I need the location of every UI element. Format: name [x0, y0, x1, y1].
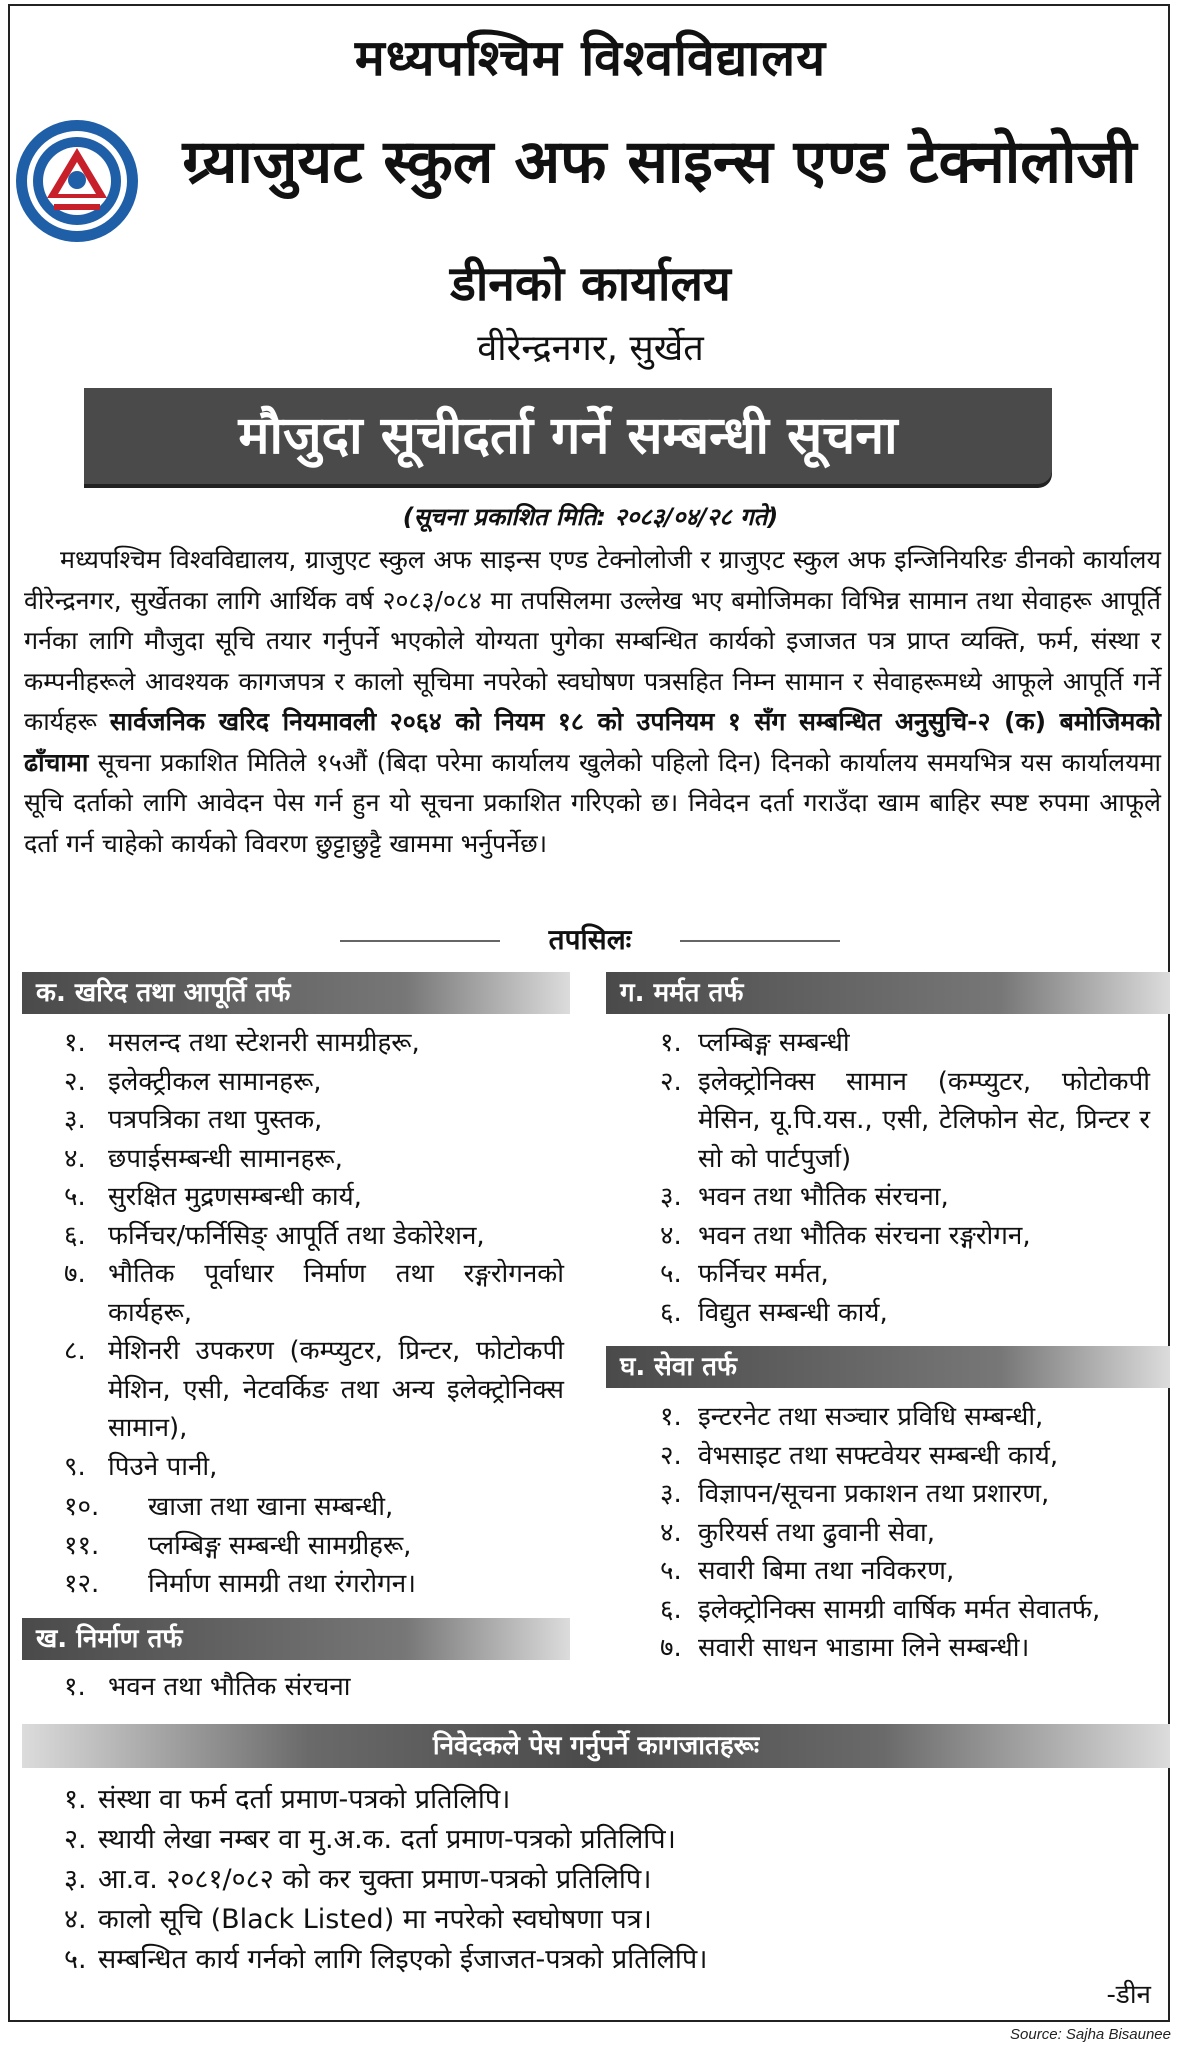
item-text: फर्निचर/फर्निसिङ् आपूर्ति तथा डेकोरेशन, [108, 1220, 485, 1251]
item-number: ५. [64, 1182, 86, 1212]
list-item [660, 1437, 1150, 1476]
item-number: १२. [64, 1569, 100, 1599]
list-item [660, 1024, 1150, 1063]
university-seal-icon [14, 118, 140, 244]
item-text: भवन तथा भौतिक संरचना, [698, 1182, 949, 1212]
list-item [64, 1527, 564, 1566]
item-number: २. [660, 1440, 682, 1471]
item-text: सवारी बिमा तथा नविकरण, [698, 1556, 955, 1586]
item-text: आ.व. २०८१/०८२ को कर चुक्ता प्रमाण-पत्रको प्रतिलिपि। [98, 1864, 652, 1895]
list-item [64, 1780, 1144, 1820]
list-item [64, 1820, 1144, 1860]
section-kha-title: ख. निर्माण तर्फ [22, 1618, 570, 1660]
divider [680, 940, 840, 942]
item-text: छपाईसम्बन्धी सामानहरू, [108, 1143, 343, 1174]
list-item [64, 1217, 564, 1256]
item-text: स्थायी लेखा नम्बर वा मु.अ.क. दर्ता प्रमाण-पत्रको प्रतिलिपि। [98, 1824, 676, 1855]
section-gha-title: घ. सेवा तर्फ [606, 1346, 1170, 1388]
list-item [64, 1063, 564, 1102]
item-number: ५. [64, 1944, 87, 1975]
list-item [64, 1860, 1144, 1900]
item-number: ७. [660, 1633, 682, 1663]
list-item [660, 1255, 1150, 1294]
item-number: १०. [64, 1492, 100, 1522]
university-name: मध्यपश्चिम विश्वविद्यालय [354, 29, 827, 87]
item-number: ४. [64, 1143, 86, 1174]
office-name: डीनको कार्यालय [450, 256, 731, 312]
item-number: २. [660, 1066, 682, 1097]
item-text: प्लम्बिङ्ग सम्बन्धी सामग्रीहरू, [148, 1530, 412, 1561]
item-text: वेभसाइट तथा सफ्टवेयर सम्बन्धी कार्य, [698, 1440, 1059, 1471]
divider [340, 940, 500, 942]
item-number: २. [64, 1824, 87, 1855]
section-kha-list [64, 1668, 564, 1707]
item-number: १. [660, 1402, 682, 1432]
list-item [660, 1514, 1150, 1553]
list-item [660, 1475, 1150, 1514]
item-text: मेशिनरी उपकरण (कम्प्युटर, प्रिन्टर, फोटोकपी मेशिन, एसी, नेटवर्किङ तथा अन्य इलेक्ट्रोनिक्स सामान), [108, 1336, 564, 1443]
list-item [660, 1591, 1150, 1630]
list-item [660, 1063, 1150, 1179]
item-text: इलेक्ट्रोनिक्स सामग्री वार्षिक मर्मत सेवातर्फ, [698, 1594, 1101, 1625]
list-item [660, 1398, 1150, 1437]
section-ka-list-extra [64, 1488, 564, 1604]
list-item [660, 1629, 1150, 1668]
section-ka-title: क. खरिद तथा आपूर्ति तर्फ [22, 972, 570, 1014]
school-name: ग्र्याजुयट स्कुल अफ साइन्स एण्ड टेक्नोलोजी [182, 127, 1137, 197]
item-text: पत्रपत्रिका तथा पुस्तक, [108, 1105, 323, 1135]
list-item [64, 1900, 1144, 1940]
item-number: ११. [64, 1530, 100, 1561]
intro-bold-rule: सार्वजनिक खरिद नियमावली २०६४ को नियम १८ को उपनियम १ सँग सम्बन्धित अनुसुचि-२ (क) बमोजिमको ढाँचामा [24, 707, 1162, 777]
item-text: प्लम्बिङ्ग सम्बन्धी [698, 1028, 850, 1058]
item-text: इलेक्ट्रीकल सामानहरू, [108, 1066, 322, 1097]
list-item [660, 1552, 1150, 1591]
item-number: ७. [64, 1259, 86, 1289]
source-credit: Source: Sajha Bisaunee [1010, 2026, 1171, 2043]
section-ka-list [64, 1024, 564, 1486]
notice-title: मौजुदा सूचीदर्ता गर्ने सम्बन्धी सूचना [84, 388, 1052, 484]
item-number: ६. [660, 1297, 682, 1328]
section-ga-title: ग. मर्मत तर्फ [606, 972, 1170, 1014]
item-number: १. [64, 1028, 86, 1058]
item-text: सम्बन्धित कार्य गर्नको लागि लिइएको ईजाजत-पत्रको प्रतिलिपि। [98, 1944, 708, 1975]
item-text: मसलन्द तथा स्टेशनरी सामग्रीहरू, [108, 1028, 420, 1058]
list-item [64, 1940, 1144, 1980]
list-item [64, 1101, 564, 1140]
item-number: ३. [660, 1182, 682, 1212]
item-number: ३. [64, 1864, 87, 1895]
documents-list [64, 1780, 1144, 1980]
item-number: ५. [660, 1556, 682, 1586]
intro-text-2: सूचना प्रकाशित मितिले १५औं (बिदा परेमा कार्यालय खुलेको पहिलो दिन) दिनको कार्यालय समयभित्र यस कार्यालयमा सूचि दर्ताको लागि आवेदन पेस गर्न हुन यो सूचना प्रकाशित गरिएको छ। निवेदन दर्ता गराउँदा खाम बाहिर स्पष्ट रुपमा आफूले दर्ता गर्न चाहेको कार्यको विवरण छुट्टाछुट्टै खाममा भर्नुपर्नेछ। [24, 747, 1161, 858]
section-gha-list [660, 1398, 1150, 1668]
item-text: संस्था वा फर्म दर्ता प्रमाण-पत्रको प्रतिलिपि। [98, 1784, 511, 1815]
tapasil-label: तपसिलः [548, 923, 632, 956]
list-item [64, 1255, 564, 1332]
tapasil-heading [340, 920, 840, 960]
item-text: फर्निचर मर्मत, [698, 1259, 829, 1289]
documents-title: निवेदकले पेस गर्नुपर्ने कागजातहरूः [22, 1724, 1170, 1768]
list-item [64, 1448, 564, 1487]
item-text: विज्ञापन/सूचना प्रकाशन तथा प्रशारण, [698, 1479, 1050, 1509]
item-number: ४. [660, 1517, 682, 1548]
item-number: ४. [660, 1220, 682, 1251]
list-item [660, 1178, 1150, 1217]
list-item [64, 1178, 564, 1217]
intro-paragraph [24, 540, 1161, 864]
list-item [660, 1294, 1150, 1333]
item-text: भवन तथा भौतिक संरचना रङ्गरोगन, [698, 1220, 1031, 1251]
item-text: इलेक्ट्रोनिक्स सामान (कम्प्युटर, फोटोकपी मेसिन, यू.पि.यस., एसी, टेलिफोन सेट, प्रिन्टर र सो को पार्टपुर्जा) [698, 1066, 1150, 1174]
item-number: १. [64, 1784, 87, 1815]
item-text: विद्युत सम्बन्धी कार्य, [698, 1297, 888, 1328]
item-number: ३. [64, 1105, 86, 1135]
list-item [64, 1668, 564, 1707]
item-text: खाजा तथा खाना सम्बन्धी, [148, 1492, 394, 1522]
item-number: २. [64, 1066, 86, 1097]
list-item [64, 1565, 564, 1604]
list-item [64, 1024, 564, 1063]
item-number: १. [660, 1028, 682, 1058]
item-text: पिउने पानी, [108, 1451, 218, 1482]
list-item [64, 1332, 564, 1448]
item-number: ३. [660, 1479, 682, 1509]
item-number: ५. [660, 1259, 682, 1289]
item-text: सवारी साधन भाडामा लिने सम्बन्धी। [698, 1633, 1030, 1663]
item-number: ६. [64, 1220, 86, 1251]
list-item [660, 1217, 1150, 1256]
item-number: ९. [64, 1451, 86, 1482]
item-number: ४. [64, 1904, 87, 1935]
section-ga-list [660, 1024, 1150, 1332]
office-location: वीरेन्द्रनगर, सुर्खेत [477, 328, 704, 369]
signature: -डीन [1106, 1980, 1151, 2010]
item-number: ८. [64, 1336, 86, 1366]
item-text: भौतिक पूर्वाधार निर्माण तथा रङ्गरोगनको कार्यहरू, [108, 1259, 564, 1328]
item-number: १. [64, 1672, 86, 1702]
item-text: इन्टरनेट तथा सञ्चार प्रविधि सम्बन्धी, [698, 1402, 1044, 1432]
item-text: कुरियर्स तथा ढुवानी सेवा, [698, 1517, 935, 1548]
list-item [64, 1488, 564, 1527]
list-item [64, 1140, 564, 1179]
item-text: निर्माण सामग्री तथा रंगरोगन। [148, 1569, 417, 1599]
item-number: ६. [660, 1594, 682, 1625]
item-text: सुरक्षित मुद्रणसम्बन्धी कार्य, [108, 1182, 362, 1212]
intro-text-1: मध्यपश्चिम विश्वविद्यालय, ग्राजुएट स्कुल अफ साइन्स एण्ड टेक्नोलोजी र ग्राजुएट स्कुल अफ इन्जिनियरिङ डीनको कार्यालय वीरेन्द्रनगर, सुर्खेतका लागि आर्थिक वर्ष २०८३/०८४ मा तपसिलमा उल्लेख भए बमोजिमका विभिन्न सामान तथा सेवाहरू आपूर्ति गर्नका लागि मौजुदा सूचि तयार गर्नुपर्ने भएकोले योग्यता पुगेका सम्बन्धित कार्यको इजाजत पत्र प्राप्त व्यक्ति, फर्म, संस्था र कम्पनीहरूले आवश्यक कागजपत्र र कालो सूचिमा नपरेको स्वघोषण पत्रसहित निम्न सामान र सेवाहरूमध्ये आफूले आपूर्ति गर्ने कार्यहरू [24, 545, 1161, 736]
published-date: (सूचना प्रकाशित मिति: २०८३/०४/२८ गते) [402, 503, 779, 531]
item-text: भवन तथा भौतिक संरचना [108, 1672, 351, 1702]
item-text: कालो सूचि (Black Listed) मा नपरेको स्वघोषणा पत्र। [98, 1904, 652, 1935]
